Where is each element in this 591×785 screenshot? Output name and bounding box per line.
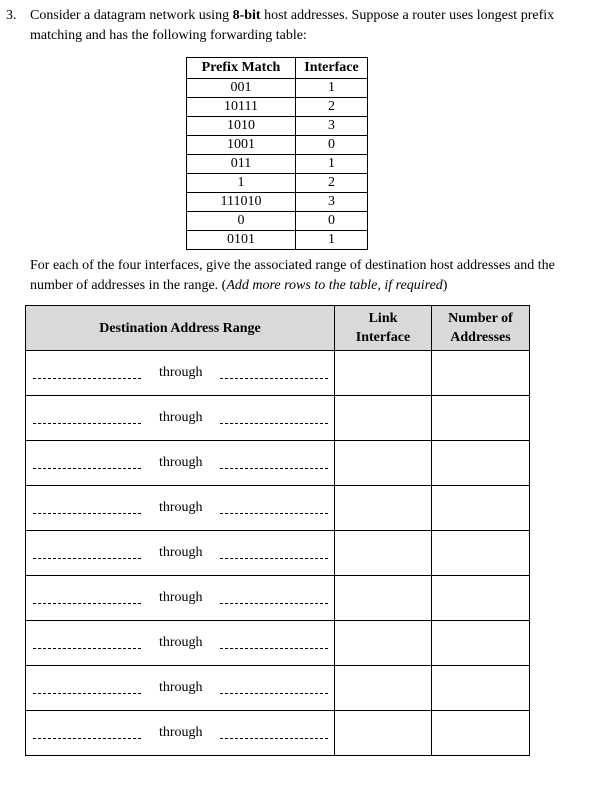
- header-prefix-match: Prefix Match: [187, 58, 296, 79]
- number-of-addresses-cell[interactable]: [432, 486, 530, 531]
- header-interface: Interface: [296, 58, 368, 79]
- interface-cell: 2: [296, 98, 368, 117]
- header-link-interface: Link Interface: [335, 306, 432, 351]
- range-end-blank[interactable]: [220, 738, 328, 739]
- table-row: [187, 155, 368, 174]
- link-interface-cell[interactable]: [335, 441, 432, 486]
- link-interface-cell[interactable]: [335, 396, 432, 441]
- forwarding-table: [186, 57, 368, 250]
- through-label: through: [159, 545, 203, 560]
- table-row: [187, 98, 368, 117]
- answer-table-header: [26, 306, 530, 351]
- interface-cell: 2: [296, 174, 368, 193]
- forwarding-table-header: [187, 58, 368, 79]
- number-of-addresses-cell[interactable]: [432, 351, 530, 396]
- link-interface-cell[interactable]: [335, 666, 432, 711]
- range-start-blank[interactable]: [33, 468, 141, 469]
- range-start-blank[interactable]: [33, 378, 141, 379]
- link-interface-cell[interactable]: [335, 711, 432, 756]
- range-start-blank[interactable]: [33, 558, 141, 559]
- number-of-addresses-cell[interactable]: [432, 711, 530, 756]
- prefix-cell: 0: [187, 212, 296, 231]
- answer-row: [26, 711, 530, 756]
- through-label: through: [159, 590, 203, 605]
- range-cell: [26, 666, 335, 711]
- question-number: 3.: [6, 8, 17, 23]
- number-of-addresses-cell[interactable]: [432, 621, 530, 666]
- through-label: through: [159, 680, 203, 695]
- table-row: [187, 136, 368, 155]
- range-start-blank[interactable]: [33, 603, 141, 604]
- prefix-cell: 0101: [187, 231, 296, 250]
- through-label: through: [159, 365, 203, 380]
- link-interface-cell[interactable]: [335, 351, 432, 396]
- range-end-blank[interactable]: [220, 648, 328, 649]
- range-end-blank[interactable]: [220, 513, 328, 514]
- answer-row: [26, 576, 530, 621]
- table-row: [187, 174, 368, 193]
- prefix-cell: 111010: [187, 193, 296, 212]
- instructions-line-1: For each of the four interfaces, give the associated range of destination host addresses and the: [30, 258, 555, 273]
- range-start-blank[interactable]: [33, 738, 141, 739]
- link-interface-cell[interactable]: [335, 621, 432, 666]
- interface-cell: 1: [296, 231, 368, 250]
- answer-row: [26, 486, 530, 531]
- table-row: [187, 193, 368, 212]
- link-interface-cell[interactable]: [335, 531, 432, 576]
- prefix-cell: 10111: [187, 98, 296, 117]
- through-label: through: [159, 725, 203, 740]
- prefix-cell: 011: [187, 155, 296, 174]
- table-row: [187, 117, 368, 136]
- range-end-blank[interactable]: [220, 693, 328, 694]
- number-of-addresses-cell[interactable]: [432, 396, 530, 441]
- interface-cell: 1: [296, 79, 368, 98]
- interface-cell: 0: [296, 136, 368, 155]
- range-cell: [26, 576, 335, 621]
- instructions-line-2: number of addresses in the range. (Add more rows to the table, if required): [30, 278, 448, 293]
- interface-cell: 1: [296, 155, 368, 174]
- through-label: through: [159, 635, 203, 650]
- link-interface-cell[interactable]: [335, 576, 432, 621]
- range-start-blank[interactable]: [33, 693, 141, 694]
- table-row: [187, 79, 368, 98]
- answer-row: [26, 351, 530, 396]
- question-line-2: matching and has the following forwarding table:: [30, 28, 307, 43]
- number-of-addresses-cell[interactable]: [432, 666, 530, 711]
- link-interface-cell[interactable]: [335, 486, 432, 531]
- table-row: [187, 231, 368, 250]
- number-of-addresses-cell[interactable]: [432, 576, 530, 621]
- through-label: through: [159, 410, 203, 425]
- range-cell: [26, 711, 335, 756]
- range-start-blank[interactable]: [33, 648, 141, 649]
- range-cell: [26, 621, 335, 666]
- through-label: through: [159, 455, 203, 470]
- header-number-of-addresses: Number of Addresses: [432, 306, 530, 351]
- answer-row: [26, 666, 530, 711]
- range-cell: [26, 486, 335, 531]
- range-end-blank[interactable]: [220, 558, 328, 559]
- interface-cell: 3: [296, 193, 368, 212]
- number-of-addresses-cell[interactable]: [432, 441, 530, 486]
- range-cell: [26, 351, 335, 396]
- answer-row: [26, 531, 530, 576]
- answer-row: [26, 441, 530, 486]
- prefix-cell: 1: [187, 174, 296, 193]
- question-line-1: Consider a datagram network using 8-bit host addresses. Suppose a router uses longest prefix: [30, 8, 555, 23]
- table-row: [187, 212, 368, 231]
- answer-row: [26, 621, 530, 666]
- range-end-blank[interactable]: [220, 378, 328, 379]
- interface-cell: 3: [296, 117, 368, 136]
- prefix-cell: 1010: [187, 117, 296, 136]
- range-end-blank[interactable]: [220, 603, 328, 604]
- header-destination-range: Destination Address Range: [26, 306, 335, 351]
- answer-table: [25, 305, 530, 756]
- range-end-blank[interactable]: [220, 468, 328, 469]
- prefix-cell: 1001: [187, 136, 296, 155]
- through-label: through: [159, 500, 203, 515]
- range-cell: [26, 441, 335, 486]
- prefix-cell: 001: [187, 79, 296, 98]
- number-of-addresses-cell[interactable]: [432, 531, 530, 576]
- answer-row: [26, 396, 530, 441]
- range-start-blank[interactable]: [33, 513, 141, 514]
- range-end-blank[interactable]: [220, 423, 328, 424]
- range-cell: [26, 531, 335, 576]
- interface-cell: 0: [296, 212, 368, 231]
- range-start-blank[interactable]: [33, 423, 141, 424]
- range-cell: [26, 396, 335, 441]
